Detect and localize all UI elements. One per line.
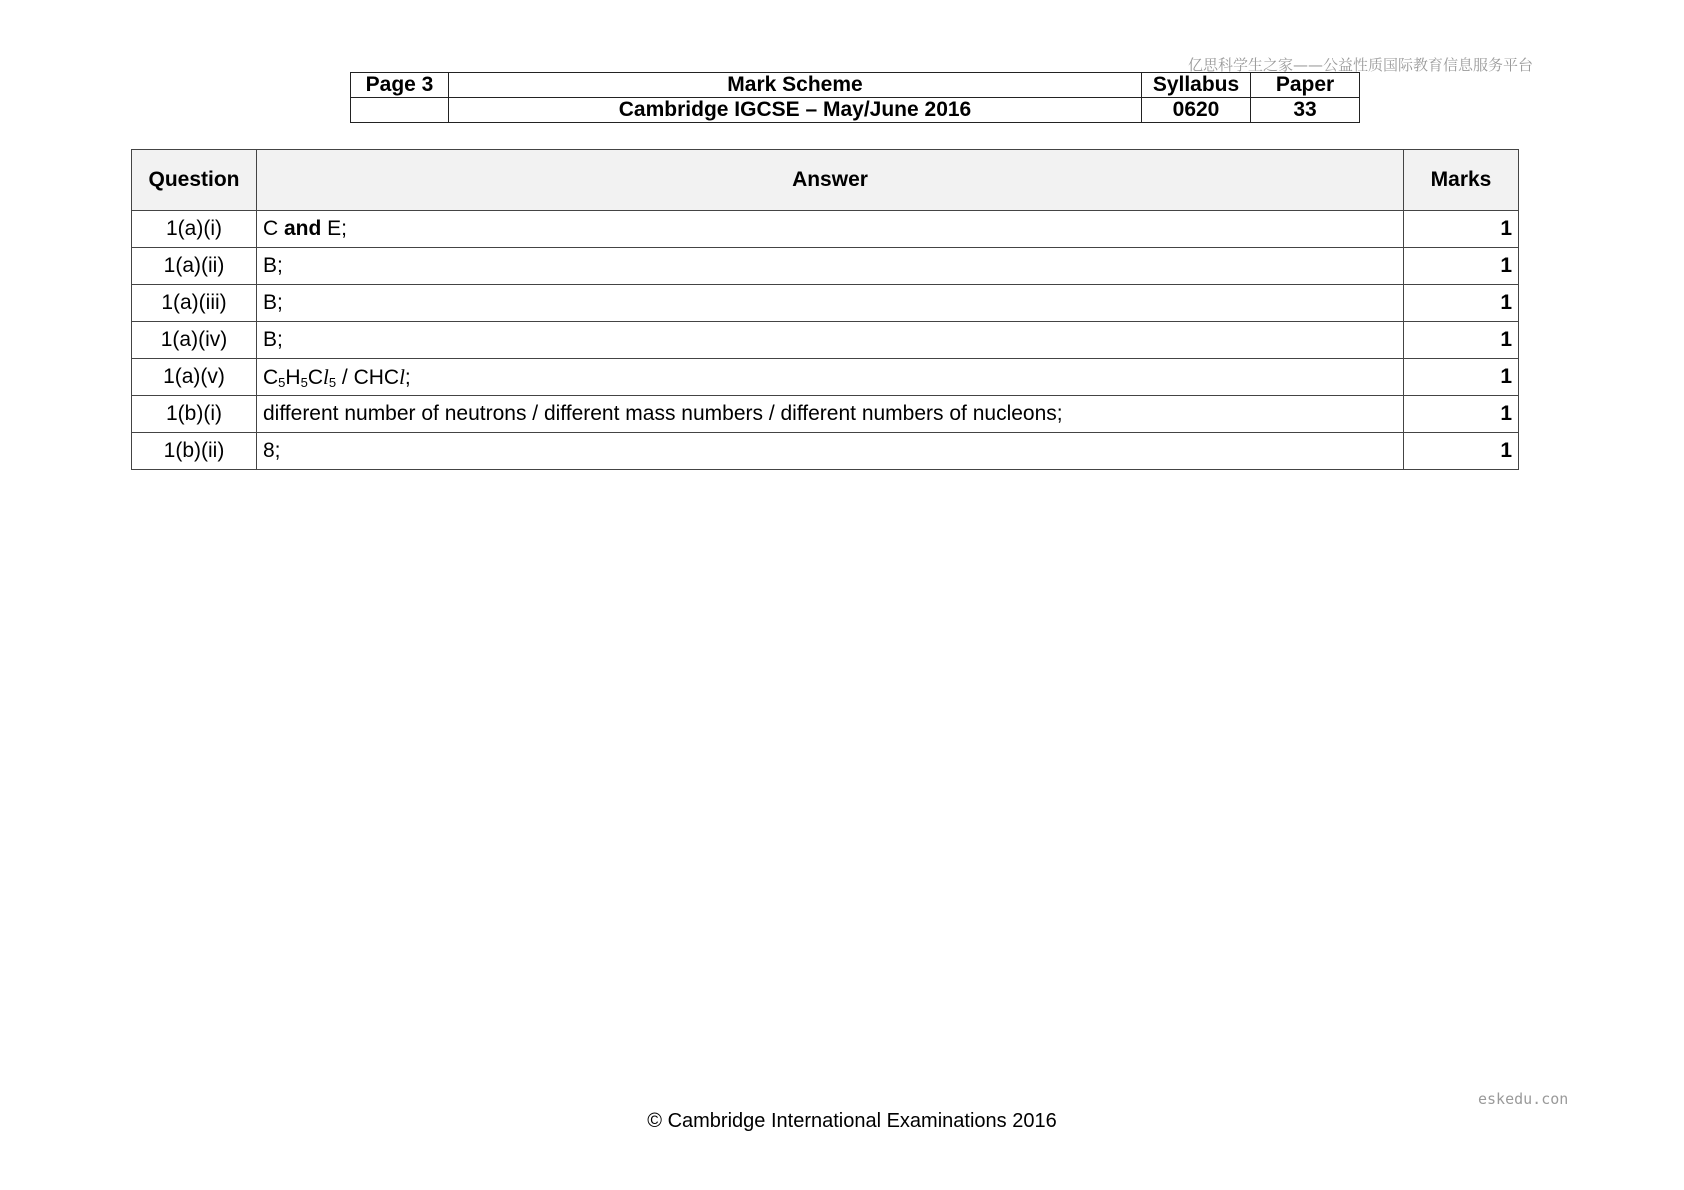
marks-cell: 1 [1404,248,1519,285]
answer-cell-formula [257,359,1404,396]
column-header-marks: Marks [1404,150,1519,211]
syllabus-value: 0620 [1142,98,1251,123]
question-cell: 1(a)(iii) [132,285,257,322]
question-cell: 1(a)(ii) [132,248,257,285]
copyright-footer: © Cambridge International Examinations 2016 [647,1110,1057,1132]
formula-italic-l: l [322,364,329,389]
marks-cell: 1 [1404,285,1519,322]
formula-subscript: 5 [328,374,337,390]
syllabus-label: Syllabus [1142,73,1251,98]
question-cell: 1(b)(ii) [132,433,257,470]
question-cell: 1(a)(i) [132,211,257,248]
answer-cell [257,211,1404,248]
formula-part: / CHC [336,365,400,389]
page-number: Page 3 [351,73,449,98]
watermark-bottom-text: eskedu.con [1478,1090,1569,1108]
table-row [132,359,1519,396]
table-row [132,211,1519,248]
answer-text: C [263,217,284,240]
marks-cell: 1 [1404,211,1519,248]
table-header-row [132,150,1519,211]
header-blank-cell [351,98,449,123]
header-subtitle: Cambridge IGCSE – May/June 2016 [449,98,1142,123]
question-cell: 1(b)(i) [132,396,257,433]
formula-part: C [263,365,279,389]
answer-cell: 8; [257,433,1404,470]
table-row [132,396,1519,433]
question-cell: 1(a)(v) [132,359,257,396]
marks-cell: 1 [1404,433,1519,470]
header-title: Mark Scheme [449,73,1142,98]
marks-cell: 1 [1404,359,1519,396]
paper-label: Paper [1251,73,1360,98]
answer-cell: B; [257,322,1404,359]
answer-bold-text: and [284,217,322,240]
table-row [132,433,1519,470]
answer-cell: different number of neutrons / different mass numbers / different numbers of nucleons; [257,396,1404,433]
formula-part: H [285,365,301,389]
marks-cell: 1 [1404,396,1519,433]
answer-cell: B; [257,248,1404,285]
table-row [132,248,1519,285]
answer-cell: B; [257,285,1404,322]
formula-part: ; [404,365,411,389]
formula-subscript: 5 [278,374,286,390]
mark-scheme-header [350,72,1360,123]
column-header-question: Question [132,150,257,211]
answer-table [131,149,1519,470]
answer-text: E; [321,217,348,240]
table-row [132,322,1519,359]
table-row [132,285,1519,322]
watermark-top-text: 亿思科学生之家——公益性质国际教育信息服务平台 [1188,56,1534,74]
marks-cell: 1 [1404,322,1519,359]
column-header-answer: Answer [257,150,1404,211]
formula-italic-l: l [399,364,405,389]
formula-part: C [307,365,323,389]
paper-value: 33 [1251,98,1360,123]
formula-subscript: 5 [300,374,308,390]
question-cell: 1(a)(iv) [132,322,257,359]
